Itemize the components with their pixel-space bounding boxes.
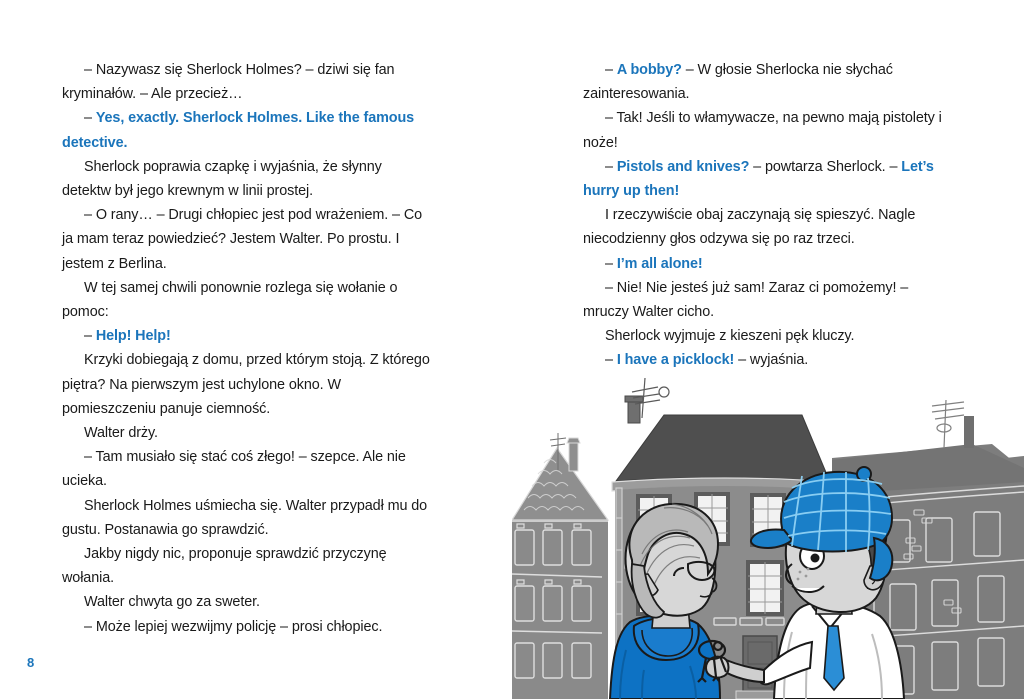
body-text: O rany… – Drugi chłopiec jest pod wrażeniem. – Co ja mam teraz powiedzieć? Jestem Walter. Po prostu. I jestem z Berlina. bbox=[62, 207, 423, 272]
paragraph bbox=[62, 348, 432, 421]
paragraph bbox=[62, 324, 432, 348]
paragraph bbox=[583, 252, 953, 276]
paragraph bbox=[62, 542, 432, 590]
paragraph bbox=[62, 445, 432, 493]
paragraph bbox=[62, 590, 432, 614]
body-text: – powtarza Sherlock. – bbox=[749, 158, 902, 175]
page-number: 8 bbox=[27, 655, 35, 670]
body-text: Walter drży. bbox=[84, 425, 158, 442]
body-text: Jakby nigdy nic, proponuje sprawdzić przyczynę wołania. bbox=[62, 546, 387, 587]
body-text: Krzyki dobiegają z domu, przed którym stoją. Z którego piętra? Na pierwszym jest uchylone okno. W pomieszczeniu panuje ciemność. bbox=[62, 352, 430, 417]
body-text: Sherlock poprawia czapkę i wyjaśnia, że słynny detektw był jego krewnym w linii prostej. bbox=[62, 158, 382, 200]
body-text: Może lepiej wezwijmy policję – prosi chłopiec. bbox=[95, 618, 383, 635]
paragraph bbox=[62, 276, 432, 324]
paragraph bbox=[583, 58, 953, 106]
paragraph bbox=[583, 324, 953, 348]
body-text: – bbox=[84, 449, 96, 466]
paragraph bbox=[62, 203, 432, 276]
body-text: Sherlock Holmes uśmiecha się. Walter przypadł mu do gustu. Postanawia go sprawdzić. bbox=[62, 497, 428, 538]
body-text: – W głosie Sherlocka nie słychać zainteresowania. bbox=[583, 62, 893, 103]
body-text: Tam musiało się stać coś złego! – szepce. Ale nie ucieka. bbox=[62, 449, 406, 490]
english-phrase: Yes, exactly. Sherlock Holmes. Like the famous detective. bbox=[62, 110, 415, 151]
text-column-left bbox=[62, 58, 432, 639]
english-phrase: I have a picklock! bbox=[616, 352, 735, 369]
english-phrase: I’m all alone! bbox=[616, 255, 703, 272]
body-text: – bbox=[84, 618, 96, 635]
paragraph bbox=[62, 155, 432, 203]
paragraph bbox=[62, 494, 432, 542]
body-text: – bbox=[84, 207, 96, 224]
body-text: W tej samej chwili ponownie rozlega się wołanie o pomoc: bbox=[62, 279, 398, 321]
english-phrase: Pistols and knives? bbox=[616, 158, 750, 175]
body-text: – bbox=[605, 62, 617, 78]
english-phrase: Help! Help! bbox=[95, 328, 171, 345]
paragraph bbox=[583, 348, 953, 372]
body-text: – Nie! Nie jesteś już sam! Zaraz ci pomożemy! – mruczy Walter cicho. bbox=[583, 279, 909, 321]
body-text: – wyjaśnia. bbox=[734, 352, 809, 369]
paragraph bbox=[62, 106, 432, 154]
paragraph bbox=[583, 106, 953, 154]
body-text: – bbox=[605, 158, 617, 175]
body-text: Sherlock wyjmuje z kieszeni pęk kluczy. bbox=[605, 328, 855, 345]
body-text: Nazywasz się Sherlock Holmes? – dziwi się fan kryminałów. – Ale przecież… bbox=[62, 62, 395, 103]
paragraph bbox=[62, 421, 432, 445]
illustration bbox=[512, 378, 1024, 699]
text-column-right bbox=[583, 58, 953, 373]
paragraph bbox=[62, 615, 432, 639]
body-text: Walter chwyta go za sweter. bbox=[84, 594, 260, 611]
body-text: – Tak! Jeśli to włamywacze, na pewno mają pistolety i noże! bbox=[583, 110, 942, 151]
body-text: – bbox=[84, 328, 96, 345]
english-phrase: A bobby? bbox=[616, 62, 682, 78]
body-text: – bbox=[84, 110, 96, 127]
paragraph bbox=[583, 155, 953, 203]
english-phrase: Let’s hurry up then! bbox=[583, 158, 934, 200]
body-text: – bbox=[605, 352, 617, 369]
body-text: I rzeczywiście obaj zaczynają się spieszyć. Nagle niecodzienny głos odzywa się po raz trzeci. bbox=[583, 207, 916, 248]
body-text: – bbox=[84, 62, 96, 78]
paragraph bbox=[583, 276, 953, 324]
paragraph bbox=[62, 58, 432, 106]
body-text: – bbox=[605, 255, 617, 272]
paragraph bbox=[583, 203, 953, 251]
